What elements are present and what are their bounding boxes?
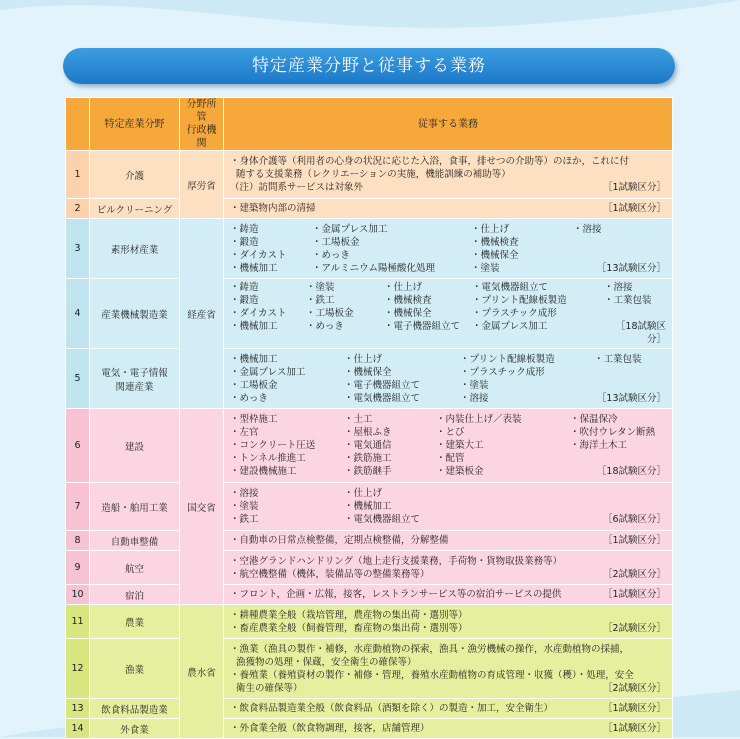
- work-line: ・航空機整備（機体，装備品等の整備業務等）: [230, 568, 430, 580]
- field-name: 外食業: [90, 719, 180, 739]
- exam-count: ［2試験区分］: [602, 622, 666, 634]
- field-name: ビルクリーニング: [90, 199, 180, 219]
- work-item: ・鉄筋継手: [344, 466, 392, 477]
- work-item: ・仕上げ: [344, 353, 383, 365]
- work-item: ・工場板金: [306, 308, 354, 319]
- exam-count: ［18試験区分］: [615, 321, 666, 345]
- exam-count: ［1試験区分］: [602, 182, 666, 193]
- table-row: [66, 483, 673, 531]
- header-field: 特定産業分野: [90, 98, 180, 151]
- work-item: ・コンクリート圧送: [230, 440, 316, 451]
- work-item: ・プリント配線板製造: [460, 353, 555, 365]
- work-item: ・金属プレス加工: [312, 223, 388, 235]
- work-line: ・空港グランドハンドリング（地上走行支援業務，手荷物・貨物取扱業務等）: [230, 555, 563, 567]
- work-item: ・電子機器組立て: [384, 321, 461, 332]
- table-row: [66, 199, 673, 219]
- row-number: 7: [66, 483, 90, 531]
- table-row: [66, 605, 673, 639]
- work-item: ・めっき: [230, 392, 268, 404]
- work-item: ・とび: [436, 427, 465, 438]
- work-item: ・電気機器組立て: [344, 514, 421, 525]
- work-line: ・養殖業（養殖資材の製作・補修・管理，養殖水産動植物の育成管理・収獲（穫）・処理，安全: [230, 669, 634, 681]
- row-number: 13: [66, 699, 90, 719]
- row-number: 14: [66, 719, 90, 739]
- work-item: ・ダイカスト: [230, 308, 287, 319]
- row-number: 6: [66, 409, 90, 483]
- field-name: 農業: [90, 605, 180, 639]
- work-item: ・工場板金: [312, 236, 360, 248]
- work-item: ・プラスチック成形: [472, 308, 557, 319]
- exam-count: ［1試験区分］: [602, 535, 666, 546]
- work-item: ・ダイカスト: [230, 249, 287, 261]
- work-item: ・鍛造: [230, 236, 259, 248]
- work-item: ・塗装: [460, 379, 489, 391]
- field-name-label: 電気・電子情報 関連産業: [101, 367, 168, 393]
- ministry-mlit: 国交省: [180, 409, 224, 605]
- work-line: ・外食業全般（飲食物調理，接客，店舗管理）: [230, 723, 430, 734]
- work-item: ・仕上げ: [344, 488, 383, 499]
- table-row: [66, 409, 673, 483]
- work-line: ・フロント，企画・広報，接客，レストランサービス等の宿泊サービスの提供: [230, 589, 562, 600]
- work-item-grid: [230, 223, 666, 275]
- work-line: 漁獲物の処理・保蔵，安全衛生の確保等）: [236, 656, 417, 668]
- row-number: 3: [66, 219, 90, 279]
- work-line: ・漁業（漁具の製作・補修，水産動植物の探索，漁具・漁労機械の操作，水産動植物の採捕，: [230, 643, 630, 655]
- work-item: ・電気通信: [344, 440, 392, 451]
- work-item: ・プリント配線板製造: [472, 295, 567, 306]
- work-item: ・アルミニウム陽極酸化処理: [312, 262, 436, 274]
- work-cell: [224, 605, 673, 639]
- work-cell: [224, 551, 673, 585]
- work-item: ・配管: [436, 453, 465, 464]
- work-item: ・仕上げ: [384, 282, 423, 293]
- work-item: ・電気機器組立て: [344, 392, 421, 404]
- work-item: ・海洋土木工: [570, 440, 628, 451]
- exam-count: ［18試験区分］: [596, 466, 666, 477]
- work-item: ・鉄筋施工: [344, 453, 392, 464]
- row-number: 12: [66, 639, 90, 699]
- work-item: ・屋根ふき: [344, 427, 392, 438]
- exam-count: ［1試験区分］: [602, 723, 666, 734]
- work-item: ・工業包装: [604, 295, 652, 306]
- work-item-grid: [230, 413, 666, 478]
- page-title: 特定産業分野と従事する業務: [63, 48, 675, 84]
- table-row: [66, 151, 673, 199]
- work-item: ・機械保全: [471, 249, 519, 261]
- header-work: 従事する業務: [224, 98, 673, 151]
- field-name: 漁業: [90, 639, 180, 699]
- work-item: ・左官: [230, 427, 259, 438]
- work-item: ・機械加工: [230, 262, 278, 274]
- work-cell: [224, 279, 673, 349]
- ministry-meti: 経産省: [180, 219, 224, 409]
- row-number: 1: [66, 151, 90, 199]
- work-cell: [224, 531, 673, 551]
- work-cell: [224, 349, 673, 409]
- table-row: [66, 349, 673, 409]
- work-item: ・塗装: [471, 262, 500, 274]
- row-number: 9: [66, 551, 90, 585]
- exam-count: ［6試験区分］: [602, 514, 666, 525]
- row-number: 2: [66, 199, 90, 219]
- ministry-mhlw: 厚労省: [180, 151, 224, 219]
- work-item: ・鍛造: [230, 295, 259, 306]
- work-item: ・工場板金: [230, 379, 278, 391]
- work-item: ・プラスチック成形: [460, 366, 545, 378]
- work-cell: [224, 699, 673, 719]
- work-line: ・建築物内部の清掃: [230, 203, 316, 214]
- work-cell: [224, 199, 673, 219]
- work-item: ・金属プレス加工: [230, 366, 306, 378]
- work-line: （注）訪問系サービスは対象外: [230, 182, 364, 193]
- work-item: ・建築板金: [436, 466, 484, 477]
- work-item: ・鋳造: [230, 282, 259, 293]
- work-item: ・鋳造: [230, 223, 259, 235]
- table-row: [66, 551, 673, 585]
- work-item-grid: [230, 487, 666, 526]
- work-item: ・金属プレス加工: [472, 321, 548, 332]
- work-item: ・機械保全: [344, 366, 392, 378]
- work-item: ・土工: [344, 414, 373, 425]
- work-cell: [224, 719, 673, 739]
- work-line: ・身体介護等（利用者の心身の状況に応じた入浴，食事，排せつの介助等）のほか，これに付: [230, 156, 630, 167]
- work-item: ・鉄工: [306, 295, 335, 306]
- work-item: ・めっき: [306, 321, 344, 332]
- field-name: [90, 349, 180, 409]
- header-ministry-label: 分野所管 行政機関: [186, 99, 217, 149]
- work-item: ・仕上げ: [471, 223, 510, 235]
- exam-count: ［2試験区分］: [602, 682, 666, 694]
- table-row: [66, 639, 673, 699]
- work-item: ・溶接: [573, 223, 602, 235]
- work-item: ・めっき: [312, 249, 350, 261]
- exam-count: ［2試験区分］: [602, 568, 666, 580]
- work-item: ・溶接: [604, 282, 633, 293]
- work-item: ・機械保全: [384, 308, 432, 319]
- work-cell: [224, 409, 673, 483]
- header-number: [66, 98, 90, 151]
- work-cell: [224, 151, 673, 199]
- work-item: ・トンネル推進工: [230, 453, 306, 464]
- field-name: 建設: [90, 409, 180, 483]
- header-ministry: [180, 98, 224, 151]
- work-item: ・工業包装: [594, 353, 642, 365]
- field-name: 自動車整備: [90, 531, 180, 551]
- work-item: ・機械検査: [471, 236, 519, 248]
- work-line: ・畜産農業全般（飼養管理，畜産物の集出荷・選別等）: [230, 622, 468, 634]
- work-cell: [224, 585, 673, 605]
- exam-count: ［1試験区分］: [602, 703, 666, 714]
- field-name: 産業機械製造業: [90, 279, 180, 349]
- table-row: [66, 719, 673, 739]
- field-name: 航空: [90, 551, 180, 585]
- table-row: [66, 279, 673, 349]
- work-item: ・吹付ウレタン断熱: [570, 427, 656, 438]
- work-item: ・機械加工: [230, 321, 278, 332]
- exam-count: ［1試験区分］: [602, 203, 666, 214]
- field-name: 素形材産業: [90, 219, 180, 279]
- row-number: 4: [66, 279, 90, 349]
- exam-count: ［13試験区分］: [596, 392, 666, 404]
- work-cell: [224, 219, 673, 279]
- work-item: ・建築大工: [436, 440, 484, 451]
- table-row: [66, 585, 673, 605]
- work-item: ・塗装: [230, 501, 259, 512]
- ministry-maff: 農水省: [180, 605, 224, 739]
- work-item: ・機械検査: [384, 295, 432, 306]
- work-item: ・電子機器組立て: [344, 379, 421, 391]
- industry-table: [65, 97, 673, 739]
- row-number: 5: [66, 349, 90, 409]
- row-number: 10: [66, 585, 90, 605]
- work-item: ・電気機器組立て: [472, 282, 549, 293]
- work-item-grid: [230, 281, 666, 346]
- work-item: ・機械加工: [344, 501, 392, 512]
- work-line: ・耕種農業全般（栽培管理，農産物の集出荷・選別等）: [230, 609, 468, 621]
- exam-count: ［13試験区分］: [596, 262, 666, 274]
- field-name: 介護: [90, 151, 180, 199]
- field-name: 宿泊: [90, 585, 180, 605]
- work-line: 衛生の確保等）: [236, 682, 303, 694]
- row-number: 8: [66, 531, 90, 551]
- work-item: ・保温保冷: [570, 414, 618, 425]
- work-item: ・溶接: [460, 392, 489, 404]
- work-item: ・鉄工: [230, 514, 259, 525]
- work-line: ・自動車の日常点検整備，定期点検整備，分解整備: [230, 535, 449, 546]
- table-row: [66, 699, 673, 719]
- work-item: ・塗装: [306, 282, 335, 293]
- table-row: [66, 531, 673, 551]
- work-item: ・機械加工: [230, 353, 278, 365]
- row-number: 11: [66, 605, 90, 639]
- work-cell: [224, 483, 673, 531]
- work-line: 随する支援業務（レクリエーションの実施，機能訓練の補助等）: [236, 169, 511, 180]
- work-item: ・内装仕上げ／表装: [436, 414, 522, 425]
- work-item: ・溶接: [230, 488, 259, 499]
- work-item-grid: [230, 353, 666, 405]
- field-name: 飲食料品製造業: [90, 699, 180, 719]
- work-cell: [224, 639, 673, 699]
- exam-count: ［1試験区分］: [602, 589, 666, 600]
- table-row: [66, 219, 673, 279]
- work-item: ・型枠施工: [230, 414, 278, 425]
- field-name: 造船・舶用工業: [90, 483, 180, 531]
- work-item: ・建設機械施工: [230, 466, 297, 477]
- work-line: ・飲食料品製造業全般（飲食料品（酒類を除く）の製造・加工，安全衛生）: [230, 703, 554, 714]
